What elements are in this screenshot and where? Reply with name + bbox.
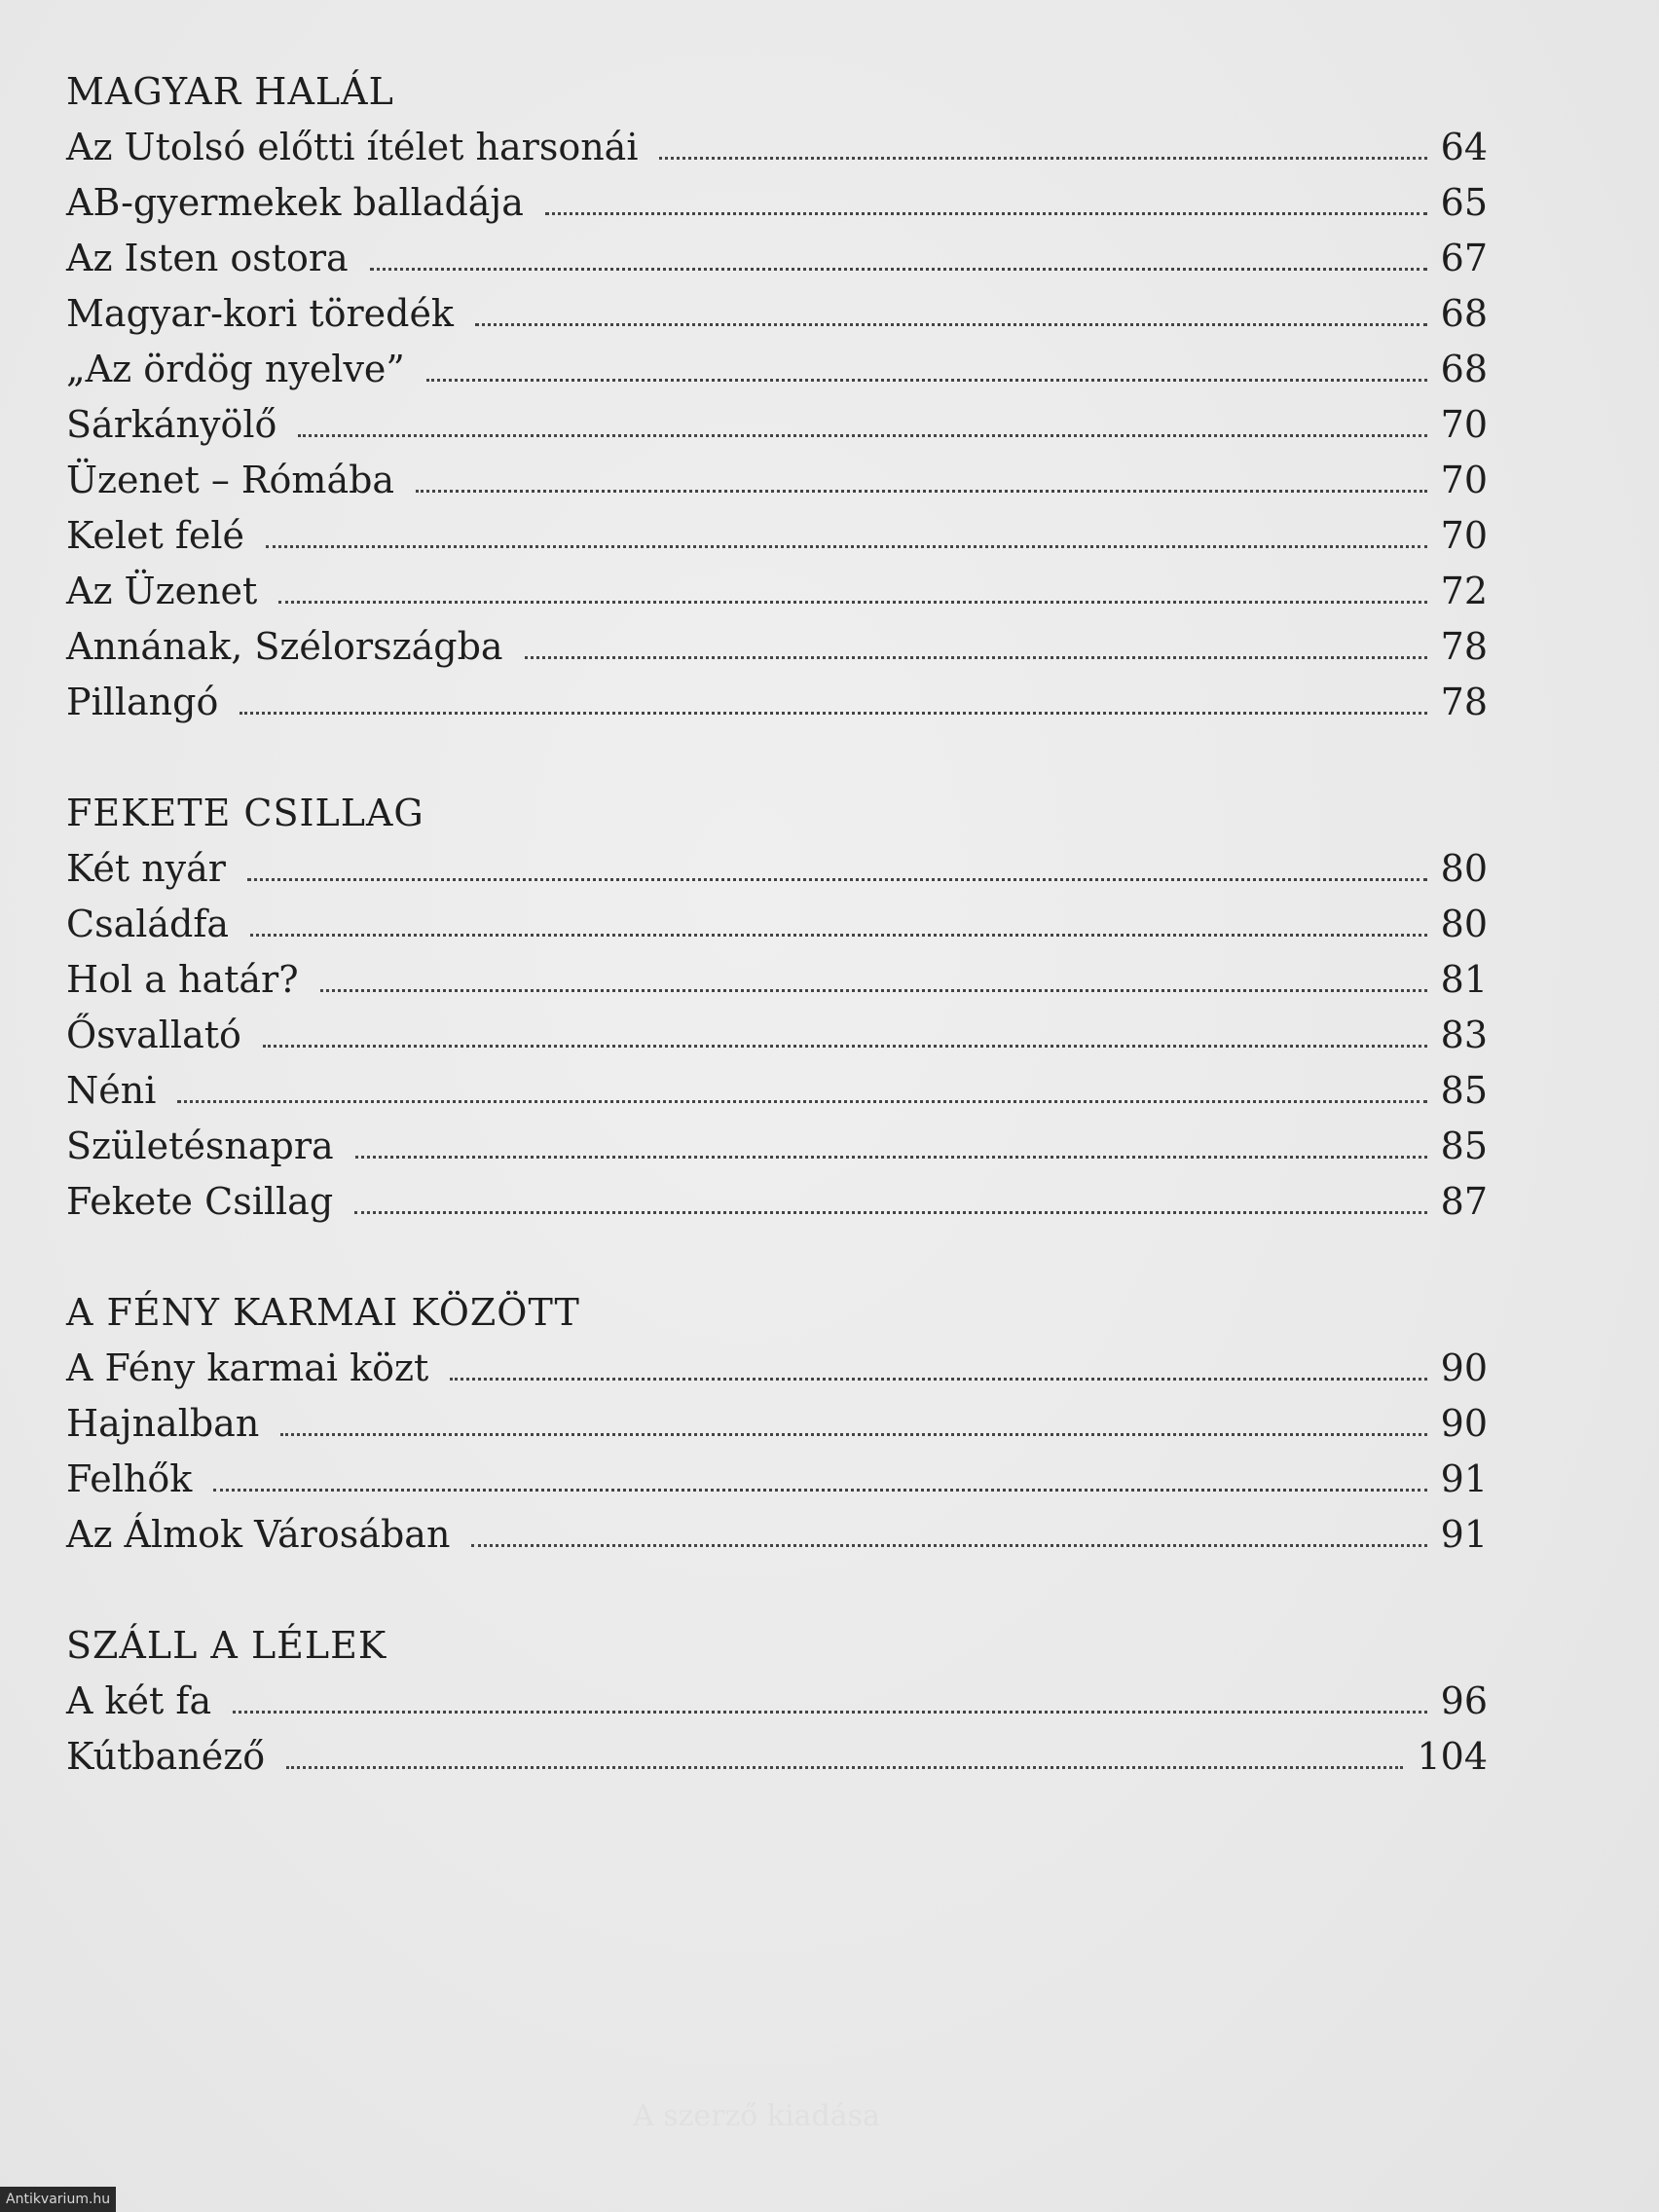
- toc-entry: [66, 231, 1488, 286]
- dot-leader: [416, 490, 1427, 493]
- toc-entry: [66, 952, 1488, 1008]
- entry-page-number: 65: [1440, 181, 1488, 224]
- section-title: A FÉNY KARMAI KÖZÖTT: [66, 1291, 580, 1334]
- entry-title: Kelet felé: [66, 514, 245, 557]
- toc-section: [66, 1618, 1488, 1785]
- entry-title: Az Álmok Városában: [66, 1513, 451, 1556]
- entry-title: Két nyár: [66, 847, 226, 890]
- toc-entry: [66, 619, 1488, 675]
- entry-page-number: 85: [1440, 1124, 1488, 1167]
- dot-leader: [370, 268, 1427, 271]
- toc-entry: [66, 508, 1488, 564]
- entry-title: Sárkányölő: [66, 403, 277, 446]
- toc-entry: [66, 675, 1488, 730]
- toc-entry: [66, 342, 1488, 397]
- entry-title: Felhők: [66, 1457, 193, 1500]
- entry-title: Családfa: [66, 903, 230, 945]
- dot-leader: [355, 1156, 1427, 1159]
- entry-page-number: 81: [1440, 958, 1488, 1001]
- dot-leader: [298, 434, 1426, 437]
- entry-page-number: 67: [1440, 237, 1488, 279]
- section-title: SZÁLL A LÉLEK: [66, 1624, 387, 1667]
- toc-entry: [66, 1507, 1488, 1563]
- entry-title: Hajnalban: [66, 1402, 260, 1445]
- entry-title: A Fény karmai közt: [66, 1346, 429, 1389]
- faint-bleedthrough-text: A szerző kiadása: [633, 2099, 880, 2133]
- entry-page-number: 96: [1440, 1679, 1488, 1722]
- entry-page-number: 68: [1440, 348, 1488, 390]
- toc-section: [66, 64, 1488, 730]
- dot-leader: [286, 1766, 1403, 1769]
- entry-title: Születésnapra: [66, 1124, 334, 1167]
- section-title: FEKETE CSILLAG: [66, 792, 424, 834]
- dot-leader: [525, 656, 1427, 659]
- dot-leader: [320, 989, 1427, 992]
- toc-entry: [66, 1674, 1488, 1729]
- dot-leader: [426, 379, 1427, 382]
- entry-title: A két fa: [66, 1679, 212, 1722]
- dot-leader: [545, 212, 1427, 215]
- dot-leader: [280, 1433, 1426, 1436]
- entry-page-number: 78: [1440, 625, 1488, 668]
- toc-entry: [66, 1008, 1488, 1063]
- dot-leader: [213, 1489, 1426, 1492]
- entry-title: „Az ördög nyelve”: [66, 348, 405, 390]
- toc-entry: [66, 841, 1488, 897]
- dot-leader: [354, 1211, 1426, 1214]
- entry-page-number: 90: [1440, 1402, 1488, 1445]
- section-title: MAGYAR HALÁL: [66, 70, 394, 113]
- entry-title: Kútbanéző: [66, 1735, 266, 1778]
- toc-entry: [66, 175, 1488, 231]
- entry-page-number: 64: [1440, 126, 1488, 168]
- entry-page-number: 80: [1440, 847, 1488, 890]
- entry-page-number: 80: [1440, 903, 1488, 945]
- toc-entry: [66, 286, 1488, 342]
- entry-page-number: 70: [1440, 514, 1488, 557]
- entry-page-number: 87: [1440, 1180, 1488, 1223]
- entry-title: Az Üzenet: [66, 570, 258, 612]
- dot-leader: [263, 1045, 1427, 1048]
- toc-entry: [66, 1063, 1488, 1119]
- toc-section: [66, 786, 1488, 1230]
- entry-page-number: 85: [1440, 1069, 1488, 1112]
- entry-title: Néni: [66, 1069, 157, 1112]
- toc-entry: [66, 1396, 1488, 1452]
- toc-entry: [66, 897, 1488, 952]
- table-of-contents: [66, 64, 1488, 1785]
- entry-title: Az Utolsó előtti ítélet harsonái: [66, 126, 639, 168]
- toc-entry: [66, 397, 1488, 453]
- toc-entry: [66, 564, 1488, 619]
- entry-page-number: 78: [1440, 681, 1488, 723]
- dot-leader: [247, 878, 1427, 881]
- dot-leader: [177, 1100, 1426, 1103]
- entry-page-number: 70: [1440, 459, 1488, 501]
- dot-leader: [250, 934, 1427, 937]
- toc-entry: [66, 1729, 1488, 1785]
- dot-leader: [278, 601, 1426, 604]
- dot-leader: [240, 712, 1426, 715]
- entry-title: Annának, Szélországba: [66, 625, 503, 668]
- dot-leader: [659, 157, 1426, 160]
- entry-title: Az Isten ostora: [66, 237, 349, 279]
- entry-page-number: 104: [1417, 1735, 1488, 1778]
- dot-leader: [450, 1378, 1426, 1381]
- toc-section: [66, 1285, 1488, 1563]
- toc-entry: [66, 1174, 1488, 1230]
- entry-title: Ősvallató: [66, 1014, 241, 1056]
- entry-page-number: 91: [1440, 1513, 1488, 1556]
- entry-title: Hol a határ?: [66, 958, 299, 1001]
- watermark-label: Antikvarium.hu: [0, 2187, 116, 2212]
- entry-title: Magyar-kori töredék: [66, 292, 454, 335]
- entry-page-number: 72: [1440, 570, 1488, 612]
- toc-entry: [66, 453, 1488, 508]
- toc-entry: [66, 1452, 1488, 1507]
- entry-page-number: 90: [1440, 1346, 1488, 1389]
- toc-entry: [66, 120, 1488, 175]
- entry-page-number: 70: [1440, 403, 1488, 446]
- toc-entry: [66, 1341, 1488, 1396]
- dot-leader: [475, 323, 1427, 326]
- entry-page-number: 91: [1440, 1457, 1488, 1500]
- entry-title: Pillangó: [66, 681, 219, 723]
- entry-title: Fekete Csillag: [66, 1180, 334, 1223]
- entry-page-number: 83: [1440, 1014, 1488, 1056]
- toc-entry: [66, 1119, 1488, 1174]
- dot-leader: [233, 1711, 1427, 1714]
- entry-page-number: 68: [1440, 292, 1488, 335]
- entry-title: AB-gyermekek balladája: [66, 181, 524, 224]
- dot-leader: [266, 545, 1427, 548]
- entry-title: Üzenet – Rómába: [66, 459, 395, 501]
- dot-leader: [471, 1544, 1426, 1547]
